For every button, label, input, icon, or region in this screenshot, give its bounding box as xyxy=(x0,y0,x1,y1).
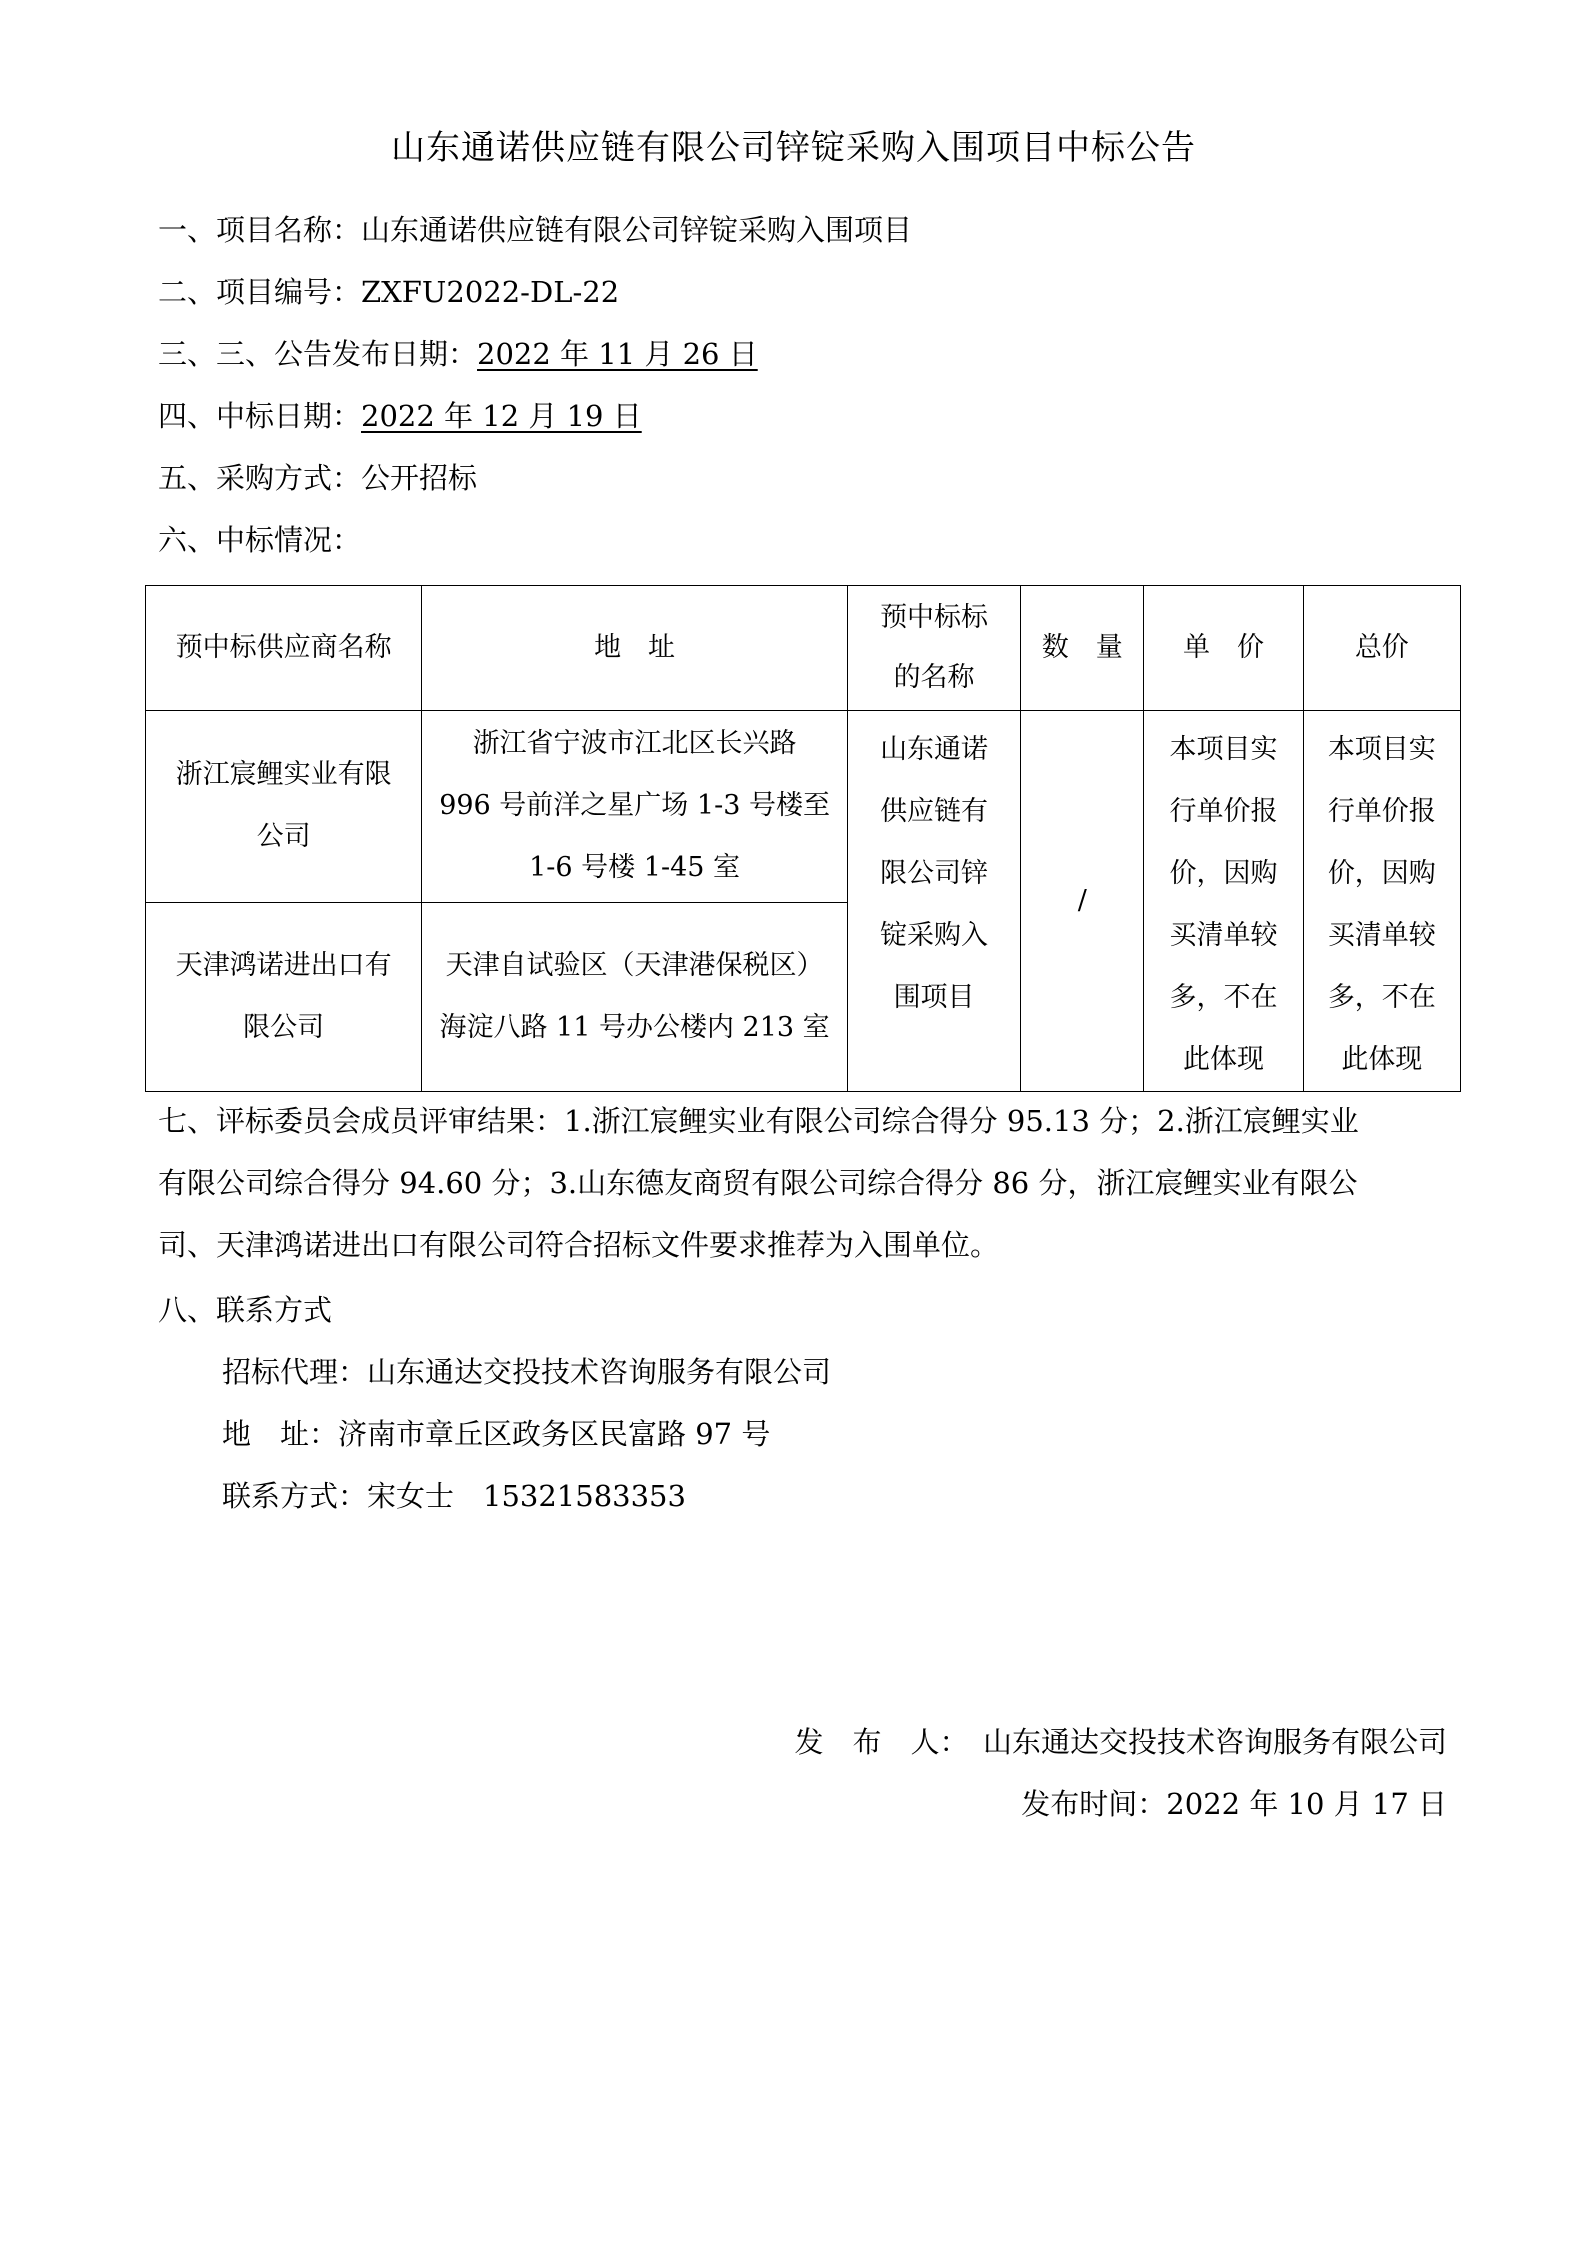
address-line: 浙江省宁波市江北区长兴路 xyxy=(472,728,797,760)
quantity-cell: / xyxy=(1021,711,1144,1092)
table-header-row xyxy=(146,586,1461,711)
review-results-line: 司、天津鸿诺进出口有限公司符合招标文件要求推荐为入围单位。 xyxy=(158,1228,1000,1262)
address-cell xyxy=(422,902,848,1091)
header-address: 地 址 xyxy=(422,586,848,711)
publisher-line: 发 布 人： 山东通达交投技术咨询服务有限公司 xyxy=(794,1725,1447,1759)
supplier-name-line: 限公司 xyxy=(243,1011,325,1043)
total-price-line: 行单价报 xyxy=(1327,796,1436,827)
project-number-value: ZXFU2022-DL-22 xyxy=(361,275,620,309)
address-cell xyxy=(422,711,848,903)
publish-time-line: 发布时间：2022 年 10 月 17 日 xyxy=(1021,1787,1447,1821)
item-name-line: 供应链有 xyxy=(880,796,989,827)
project-name-line xyxy=(158,208,912,249)
award-date-value: 2022 年 12 月 19 日 xyxy=(361,399,642,433)
award-date-label: 四、中标日期： xyxy=(158,399,362,433)
contact-phone: 联系方式：宋女士 15321583353 xyxy=(222,1479,686,1513)
review-results-paragraph xyxy=(158,1090,1448,1276)
project-name-value: 山东通诺供应链有限公司锌锭采购入围项目 xyxy=(361,213,913,247)
address-line: 996 号前洋之星广场 1-3 号楼至 xyxy=(439,790,830,822)
header-total-price: 总价 xyxy=(1303,586,1460,711)
procurement-method-label: 五、采购方式： xyxy=(158,461,362,495)
unit-price-line: 行单价报 xyxy=(1169,796,1278,827)
procurement-method-value: 公开招标 xyxy=(361,461,478,495)
total-price-line: 买清单较 xyxy=(1327,920,1436,951)
item-name-line: 山东通诺 xyxy=(880,734,989,765)
project-name-label: 一、项目名称： xyxy=(158,213,362,247)
header-quantity: 数 量 xyxy=(1021,586,1144,711)
award-situation-heading: 六、中标情况： xyxy=(158,523,362,557)
unit-price-line: 买清单较 xyxy=(1169,920,1278,951)
total-price-line: 价，因购 xyxy=(1327,858,1436,889)
contact-address: 地 址：济南市章丘区政务区民富路 97 号 xyxy=(222,1417,771,1451)
supplier-name-line: 天津鸿诺进出口有 xyxy=(175,949,392,981)
item-name-line: 围项目 xyxy=(893,982,975,1013)
supplier-name-line: 浙江宸鲤实业有限 xyxy=(175,759,392,791)
item-name-line: 锭采购入 xyxy=(880,920,989,951)
total-price-line: 本项目实 xyxy=(1327,734,1436,765)
award-results-table xyxy=(145,585,1461,1092)
unit-price-line: 本项目实 xyxy=(1169,734,1278,765)
review-results-line: 七、评标委员会成员评审结果：1.浙江宸鲤实业有限公司综合得分 95.13 分；2.浙江宸鲤实业 xyxy=(158,1104,1359,1138)
item-name-cell xyxy=(847,711,1020,1092)
supplier-cell xyxy=(146,711,422,903)
project-number-label: 二、项目编号： xyxy=(158,275,362,309)
item-name-line: 限公司锌 xyxy=(880,858,989,889)
unit-price-line: 此体现 xyxy=(1182,1044,1264,1075)
supplier-cell xyxy=(146,902,422,1091)
supplier-name-line: 公司 xyxy=(256,821,311,853)
table-row xyxy=(146,711,1461,903)
address-line: 天津自试验区（天津港保税区） xyxy=(445,949,824,981)
header-item-name xyxy=(847,586,1020,711)
review-results-line: 有限公司综合得分 94.60 分；3.山东德友商贸有限公司综合得分 86 分，浙江宸鲤实业有限公 xyxy=(158,1166,1358,1200)
document-title: 山东通诺供应链有限公司锌锭采购入围项目中标公告 xyxy=(391,128,1196,168)
publish-date-line xyxy=(158,332,758,373)
total-price-line: 此体现 xyxy=(1341,1044,1423,1075)
address-line: 1-6 号楼 1-45 室 xyxy=(529,852,741,884)
project-number-line xyxy=(158,270,619,311)
header-item-name-line2: 的名称 xyxy=(893,662,975,693)
total-price-line: 多，不在 xyxy=(1327,982,1436,1013)
address-line: 海淀八路 11 号办公楼内 213 室 xyxy=(439,1011,830,1043)
publish-date-value: 2022 年 11 月 26 日 xyxy=(477,337,758,371)
header-unit-price: 单 价 xyxy=(1144,586,1303,711)
contact-agent: 招标代理：山东通达交投技术咨询服务有限公司 xyxy=(222,1355,832,1389)
total-price-cell xyxy=(1303,711,1460,1092)
award-date-line xyxy=(158,394,642,435)
publish-date-label: 三、三、公告发布日期： xyxy=(158,337,478,371)
header-supplier: 预中标供应商名称 xyxy=(146,586,422,711)
header-item-name-line1: 预中标标 xyxy=(880,602,989,633)
unit-price-cell xyxy=(1144,711,1303,1092)
unit-price-line: 价，因购 xyxy=(1169,858,1278,889)
unit-price-line: 多，不在 xyxy=(1169,982,1278,1013)
procurement-method-line xyxy=(158,456,477,497)
contact-heading: 八、联系方式 xyxy=(158,1293,333,1327)
